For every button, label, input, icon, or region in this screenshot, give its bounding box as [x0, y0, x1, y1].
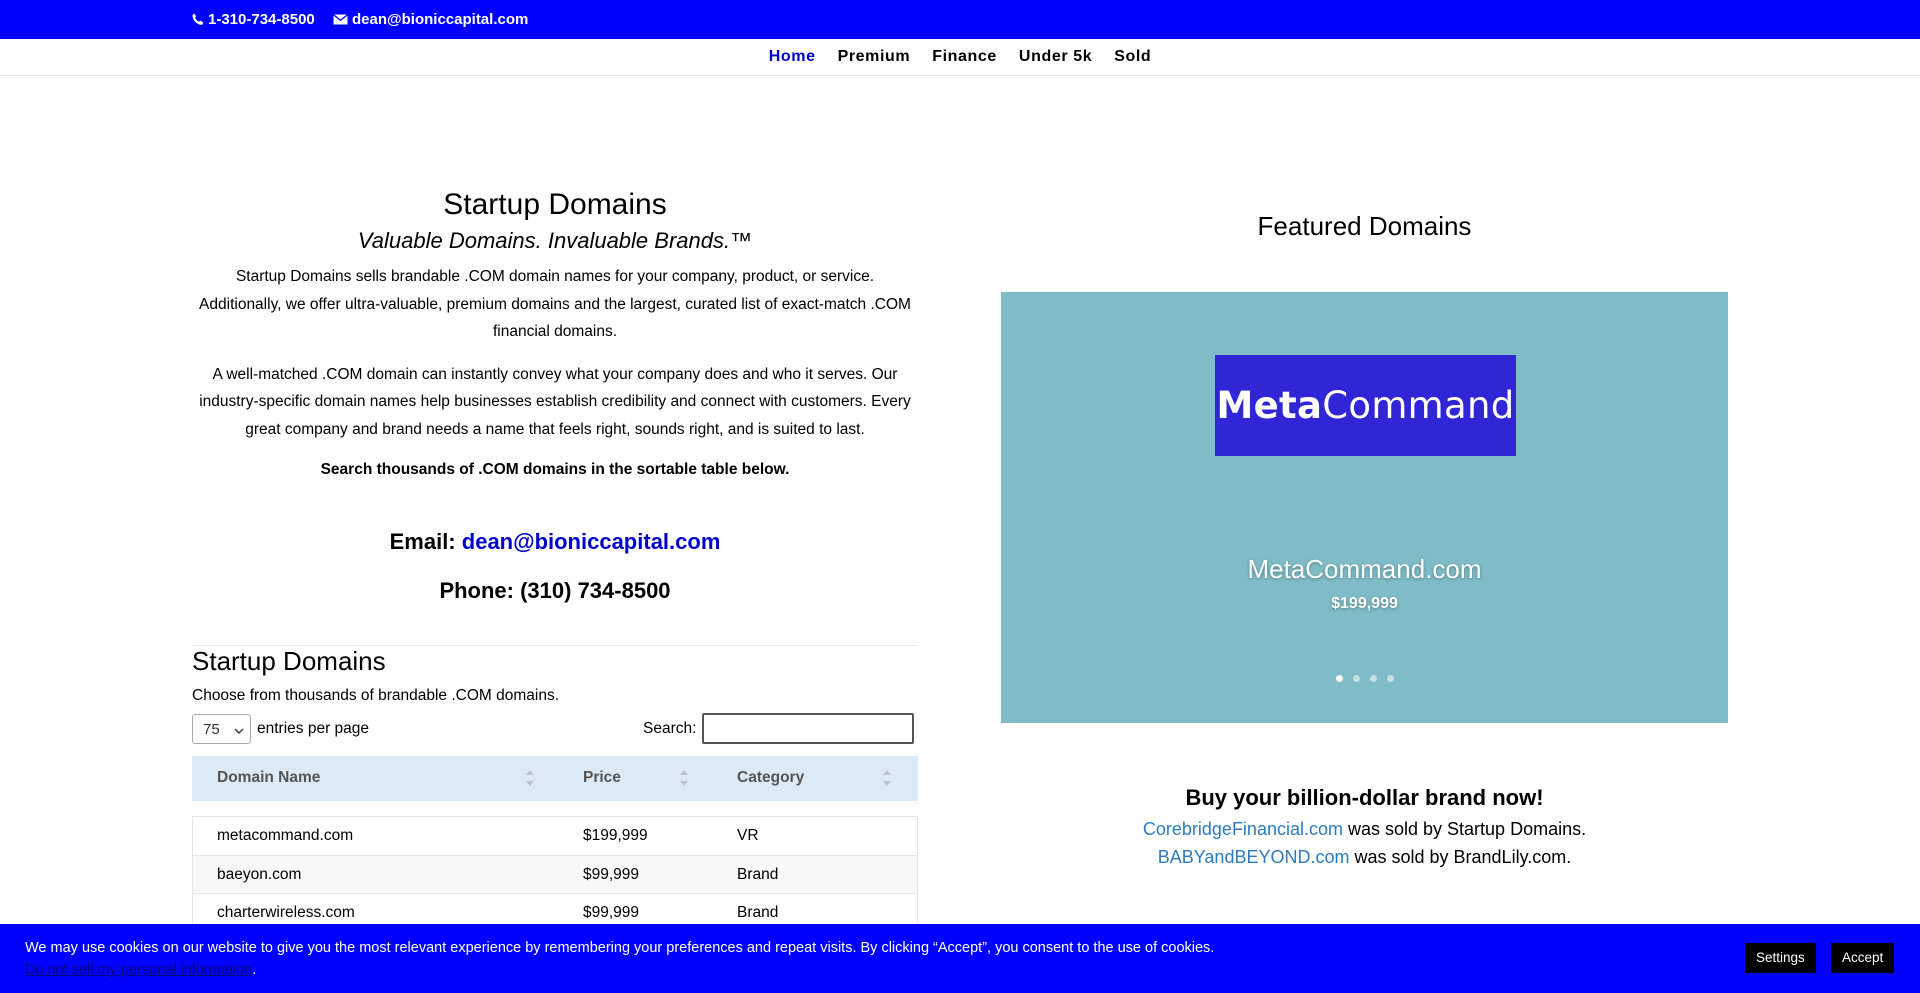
phone-number: 1-310-734-8500 — [208, 11, 315, 28]
table-description: Choose from thousands of brandable .COM domains. — [192, 687, 560, 704]
promo-headline: Buy your billion-dollar brand now! — [1185, 785, 1544, 810]
sort-icon[interactable] — [679, 767, 689, 789]
table-row[interactable] — [193, 817, 917, 856]
slider-pagination — [1001, 675, 1728, 682]
cookie-consent-bar — [0, 924, 1920, 993]
table-row[interactable] — [193, 856, 917, 895]
slide-price: $199,999 — [1331, 595, 1398, 612]
trademark-symbol: ™ — [730, 228, 753, 253]
sold-domain-link[interactable]: CorebridgeFinancial.com — [1142, 819, 1343, 839]
column-header-price[interactable]: Price — [583, 769, 621, 786]
category-cell: Brand — [737, 904, 779, 921]
slider-dot[interactable] — [1353, 675, 1360, 682]
search-label: Search: — [643, 719, 697, 737]
cookie-accept-button[interactable]: Accept — [1831, 943, 1894, 973]
featured-domains-slider[interactable] — [1001, 292, 1728, 723]
table-title: Startup Domains — [192, 646, 386, 676]
entries-per-page-value: 75 — [203, 720, 220, 738]
do-not-sell-line — [25, 960, 256, 980]
slide-domain-name[interactable]: MetaCommand.com — [1247, 554, 1482, 584]
email-label: Email: — [389, 529, 456, 554]
domain-cell: baeyon.com — [217, 865, 302, 883]
nav-item-under-5k[interactable]: Under 5k — [1018, 48, 1093, 65]
envelope-icon — [333, 14, 348, 25]
sort-icon[interactable] — [882, 767, 892, 789]
email-contact[interactable] — [333, 11, 528, 28]
entries-per-page-control — [192, 714, 369, 744]
chevron-down-icon — [234, 721, 244, 738]
domain-cell: charterwireless.com — [217, 904, 355, 921]
table-body — [192, 816, 918, 933]
slider-dot[interactable] — [1387, 675, 1394, 682]
period: . — [252, 962, 257, 978]
cookie-settings-button[interactable]: Settings — [1745, 943, 1816, 973]
category-cell: VR — [737, 827, 759, 844]
logo-bold-text: Meta — [1216, 384, 1323, 427]
price-cell: $99,999 — [583, 904, 640, 921]
sold-notice-2 — [1001, 845, 1728, 869]
phone-icon — [192, 13, 204, 26]
cookie-message: We may use cookies on our website to give you the most relevant experience by remembering your preferences and repeat visits. By clicking “Accept”, you consent to the use of cookies. — [25, 940, 1215, 956]
sold-notice-text: was sold by Startup Domains. — [1342, 819, 1587, 839]
search-input[interactable] — [702, 713, 914, 744]
tagline-text: Valuable Domains. Invaluable Brands. — [357, 228, 731, 253]
slider-dot[interactable] — [1370, 675, 1377, 682]
nav-item-home[interactable]: Home — [768, 48, 816, 65]
domain-cell: metacommand.com — [217, 827, 354, 844]
table-header — [192, 756, 918, 801]
intro-paragraph-1: Startup Domains sells brandable .COM domain names for your company, product, or service. Additionally, we offer ultra-valuable, premium domains and the largest, curated list of exact-match .COM financial domains. — [199, 268, 911, 340]
column-header-domain-name[interactable]: Domain Name — [217, 769, 321, 786]
top-contact-bar — [0, 0, 1920, 39]
phone-contact[interactable] — [192, 11, 315, 28]
price-cell: $99,999 — [583, 865, 640, 883]
table-search — [643, 713, 914, 744]
tagline — [192, 226, 918, 256]
price-cell: $199,999 — [583, 827, 648, 844]
domain-logo — [1215, 355, 1516, 456]
search-note: Search thousands of .COM domains in the sortable table below. — [320, 461, 790, 478]
intro-section — [192, 186, 918, 606]
logo-light-text: Command — [1322, 384, 1515, 427]
email-link[interactable]: dean@bioniccapital.com — [461, 529, 721, 554]
slider-dot[interactable] — [1336, 675, 1343, 682]
nav-item-premium[interactable]: Premium — [837, 48, 911, 65]
featured-domains-title: Featured Domains — [1257, 211, 1472, 241]
intro-paragraph-2: A well-matched .COM domain can instantly convey what your company does and who it serves. Our industry-specific domain names help businesses establish credibility and connect with customers. Every great company and brand needs a name that feels right, sounds right, and is suited to last. — [199, 365, 911, 438]
entries-per-page-label: entries per page — [257, 720, 370, 737]
nav-item-finance[interactable]: Finance — [932, 48, 997, 65]
sold-domain-link[interactable]: BABYandBEYOND.com — [1157, 847, 1350, 867]
email-address: dean@bioniccapital.com — [352, 11, 529, 28]
entries-per-page-select[interactable] — [192, 714, 251, 744]
main-navigation — [0, 39, 1920, 76]
page-title: Startup Domains — [443, 188, 667, 221]
nav-item-sold[interactable]: Sold — [1114, 48, 1152, 65]
column-header-category[interactable]: Category — [737, 769, 805, 786]
category-cell: Brand — [737, 865, 779, 883]
sort-icon[interactable] — [525, 767, 535, 789]
sold-notice-text: was sold by BrandLily.com. — [1349, 847, 1572, 867]
phone-line: Phone: (310) 734-8500 — [439, 578, 671, 603]
email-line — [192, 527, 918, 557]
do-not-sell-link[interactable]: Do not sell my personal information — [25, 962, 253, 978]
sold-notice-1 — [1001, 817, 1728, 841]
